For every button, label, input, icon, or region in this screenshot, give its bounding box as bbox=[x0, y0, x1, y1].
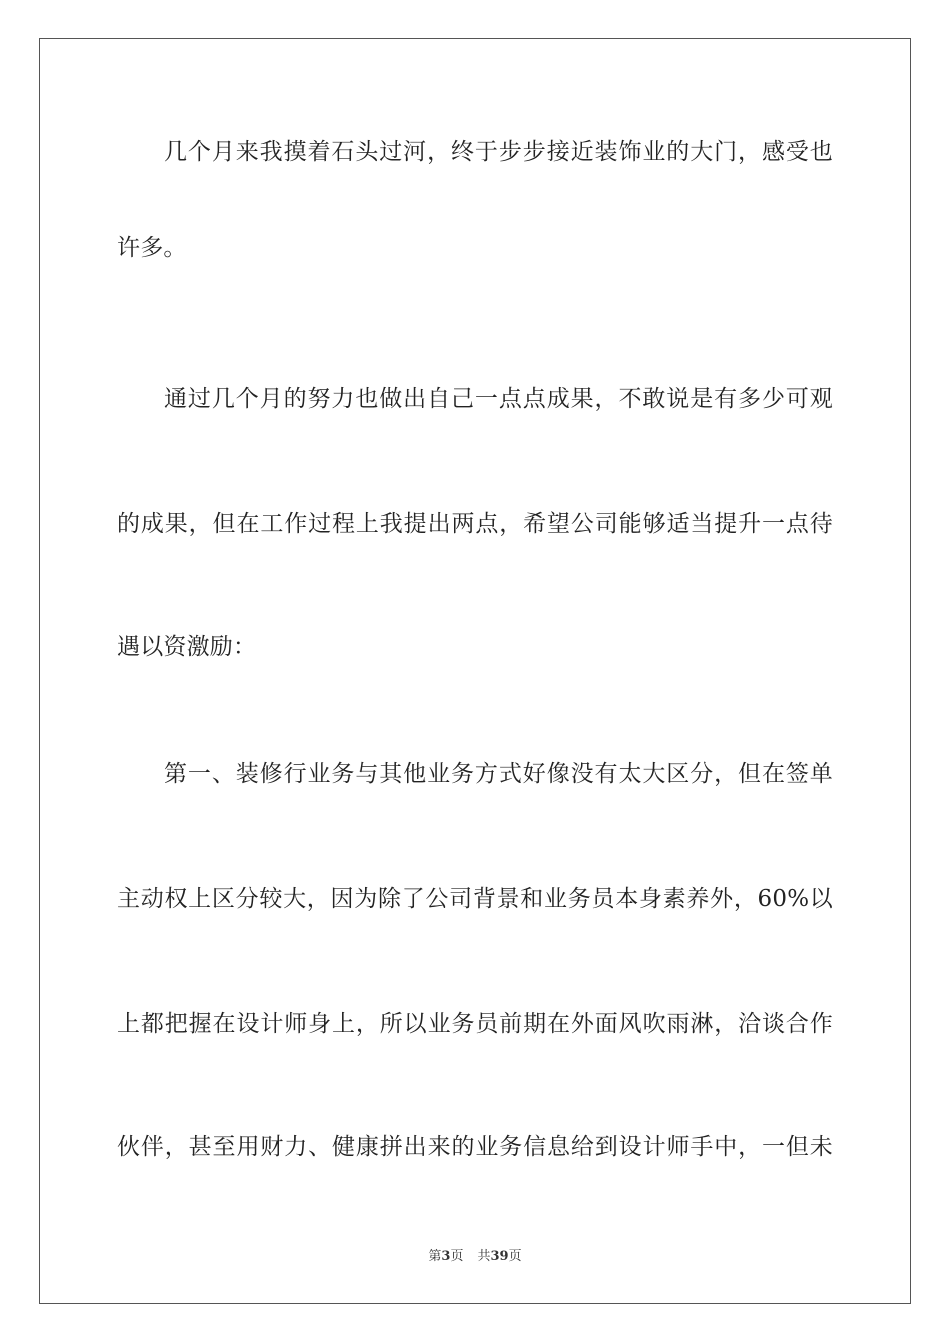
total-prefix: 共 bbox=[477, 1249, 491, 1264]
paragraph-3-line-4: 伙伴，甚至用财力、健康拼出来的业务信息给到设计师手中，一但未 bbox=[117, 1134, 833, 1160]
paragraph-2-line-3: 遇以资激励： bbox=[117, 634, 257, 660]
paragraph-3-line-3: 上都把握在设计师身上，所以业务员前期在外面风吹雨淋，洽谈合作 bbox=[117, 1011, 833, 1037]
paragraph-3-line-2: 主动权上区分较大，因为除了公司背景和业务员本身素养外，60%以 bbox=[117, 886, 833, 912]
paragraph-1-line-2: 许多。 bbox=[117, 235, 187, 261]
page-frame bbox=[39, 38, 911, 1304]
total-suffix: 页 bbox=[508, 1249, 522, 1264]
paragraph-2-line-1: 通过几个月的努力也做出自己一点点成果，不敢说是有多少可观 bbox=[164, 386, 833, 412]
paragraph-2-line-2: 的成果，但在工作过程上我提出两点，希望公司能够适当提升一点待 bbox=[117, 511, 833, 537]
page-prefix: 第 bbox=[428, 1249, 442, 1264]
page-footer bbox=[0, 1248, 950, 1266]
total-pages-number: 39 bbox=[490, 1249, 509, 1264]
paragraph-3-line-1: 第一、装修行业务与其他业务方式好像没有太大区分，但在签单 bbox=[164, 761, 833, 787]
paragraph-1-line-1: 几个月来我摸着石头过河，终于步步接近装饰业的大门，感受也 bbox=[164, 139, 833, 165]
page-suffix: 页 bbox=[450, 1249, 464, 1264]
current-page-number: 3 bbox=[441, 1249, 451, 1264]
